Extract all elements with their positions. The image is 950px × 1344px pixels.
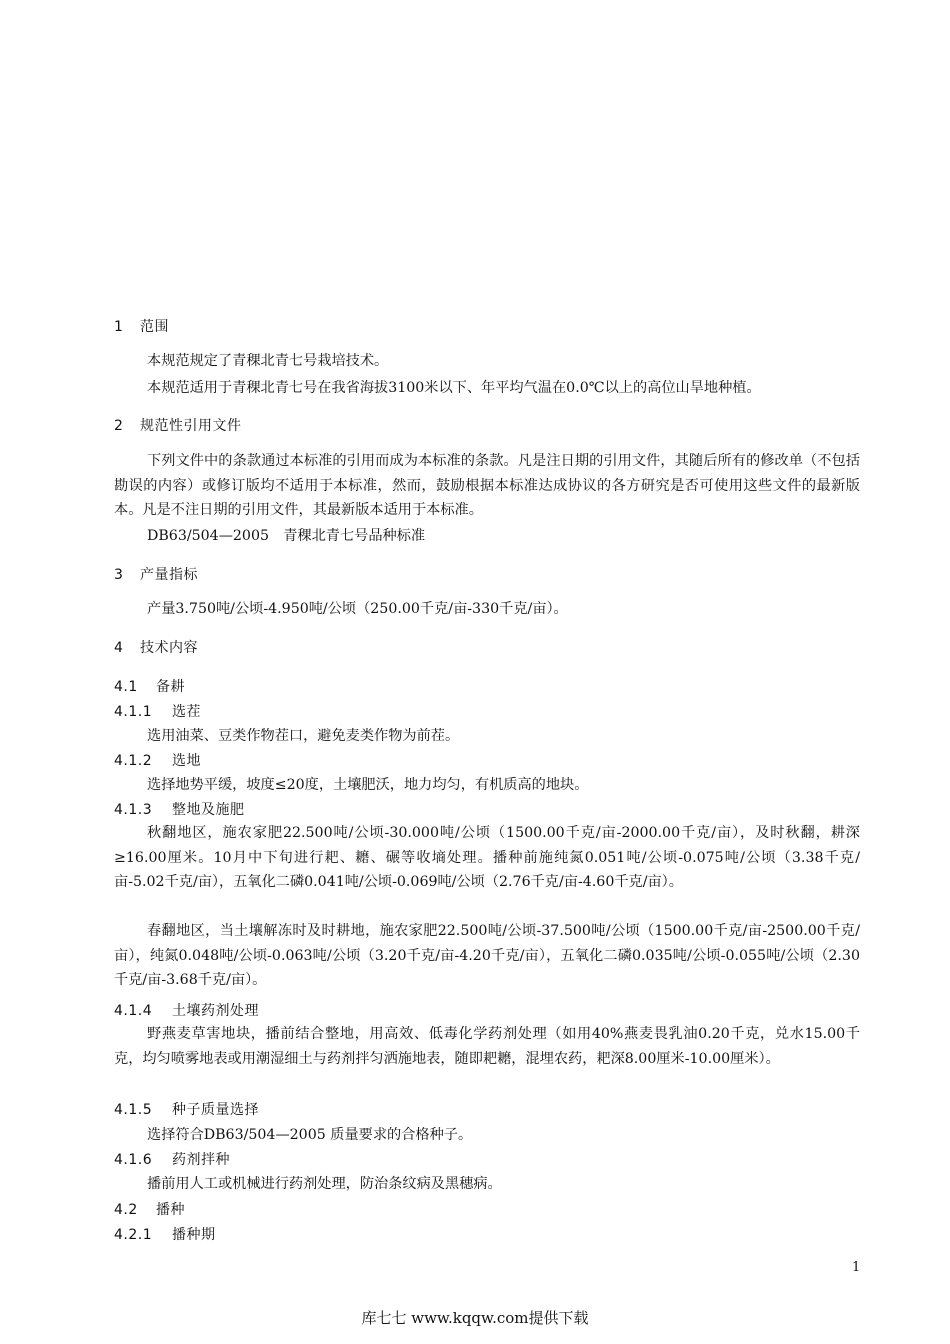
subsection-heading: 4.1.1 选茬 bbox=[114, 704, 201, 720]
download-footer: 库七七 www.kqqw.com提供下载 bbox=[361, 1309, 589, 1327]
subsection-heading: 4.1.3 整地及施肥 bbox=[114, 802, 245, 818]
paragraph-autumn-tillage: 秋翻地区，施农家肥22.500吨/公顷-30.000吨/公顷（1500.00千克/亩-2000.00千克/亩），及时秋翻，耕深≥16.00厘米。10月中下旬进行耙、耱、碾等收墒处理。播种前施纯氮0.051吨/公顷-0.075吨/公顷（3.38千克/亩-5.02千克/亩），五氧化二磷0.041吨/公顷-0.069吨/公顷（2.76千克/亩-4.60千克/亩）。 bbox=[114, 825, 860, 890]
paragraph-scope-2: 本规范适用于青稞北青七号在我省海拔3100米以下、年平均气温在0.0℃以上的高位山旱地种植。 bbox=[147, 380, 761, 396]
paragraph-yield: 产量3.750吨/公顷-4.950吨/公顷（250.00千克/亩-330千克/亩）。 bbox=[147, 601, 568, 617]
paragraph-seed-dressing: 播前用人工或机械进行药剂处理，防治条纹病及黑穗病。 bbox=[147, 1176, 502, 1192]
section-heading: 4 技术内容 bbox=[114, 640, 198, 656]
paragraph-spring-tillage: 春翻地区，当土壤解冻时及时耕地，施农家肥22.500吨/公顷-37.500吨/公顷（1500.00千克/亩-2500.00千克/亩），纯氮0.048吨/公顷-0.063吨/公顷（3.20千克/亩-4.20千克/亩），五氧化二磷0.035吨/公顷-0.055吨/公顷（2.30千克/亩-3.68千克/亩）。 bbox=[114, 923, 860, 988]
paragraph-soil-treatment: 野燕麦草害地块，播前结合整地，用高效、低毒化学药剂处理（如用40%燕麦畏乳油0.20千克，兑水15.00千克，均匀喷雾地表或用潮湿细土与药剂拌匀洒施地表，随即耙耱，混埋农药，耙深8.00厘米-10.00厘米）。 bbox=[114, 1026, 860, 1067]
subsection-heading: 4.1.4 土壤药剂处理 bbox=[114, 1003, 259, 1019]
reference-item: DB63/504—2005 青稞北青七号品种标准 bbox=[147, 528, 426, 544]
subsection-heading: 4.1 备耕 bbox=[114, 679, 185, 695]
paragraph-references: 下列文件中的条款通过本标准的引用而成为本标准的条款。凡是注日期的引用文件，其随后所有的修改单（不包括勘误的内容）或修订版均不适用于本标准，然而，鼓励根据本标准达成协议的各方研究是否可使用这些文件的最新版本。凡是不注日期的引用文件，其最新版本适用于本标准。 bbox=[114, 453, 860, 518]
subsection-heading: 4.1.5 种子质量选择 bbox=[114, 1102, 259, 1118]
page-number: 1 bbox=[852, 1260, 861, 1275]
subsection-heading: 4.2 播种 bbox=[114, 1202, 185, 1218]
subsection-heading: 4.2.1 播种期 bbox=[114, 1227, 216, 1243]
paragraph-land: 选择地势平缓，坡度≤20度，土壤肥沃，地力均匀，有机质高的地块。 bbox=[147, 777, 589, 793]
section-heading: 3 产量指标 bbox=[114, 567, 198, 583]
paragraph-seed-quality: 选择符合DB63/504—2005 质量要求的合格种子。 bbox=[147, 1127, 473, 1143]
paragraph-stubble: 选用油菜、豆类作物茬口，避免麦类作物为前茬。 bbox=[147, 728, 460, 744]
section-heading: 2 规范性引用文件 bbox=[114, 418, 242, 434]
section-heading: 1 范围 bbox=[114, 319, 169, 335]
subsection-heading: 4.1.2 选地 bbox=[114, 753, 201, 769]
subsection-heading: 4.1.6 药剂拌种 bbox=[114, 1152, 230, 1168]
paragraph-scope-1: 本规范规定了青稞北青七号栽培技术。 bbox=[147, 353, 389, 369]
